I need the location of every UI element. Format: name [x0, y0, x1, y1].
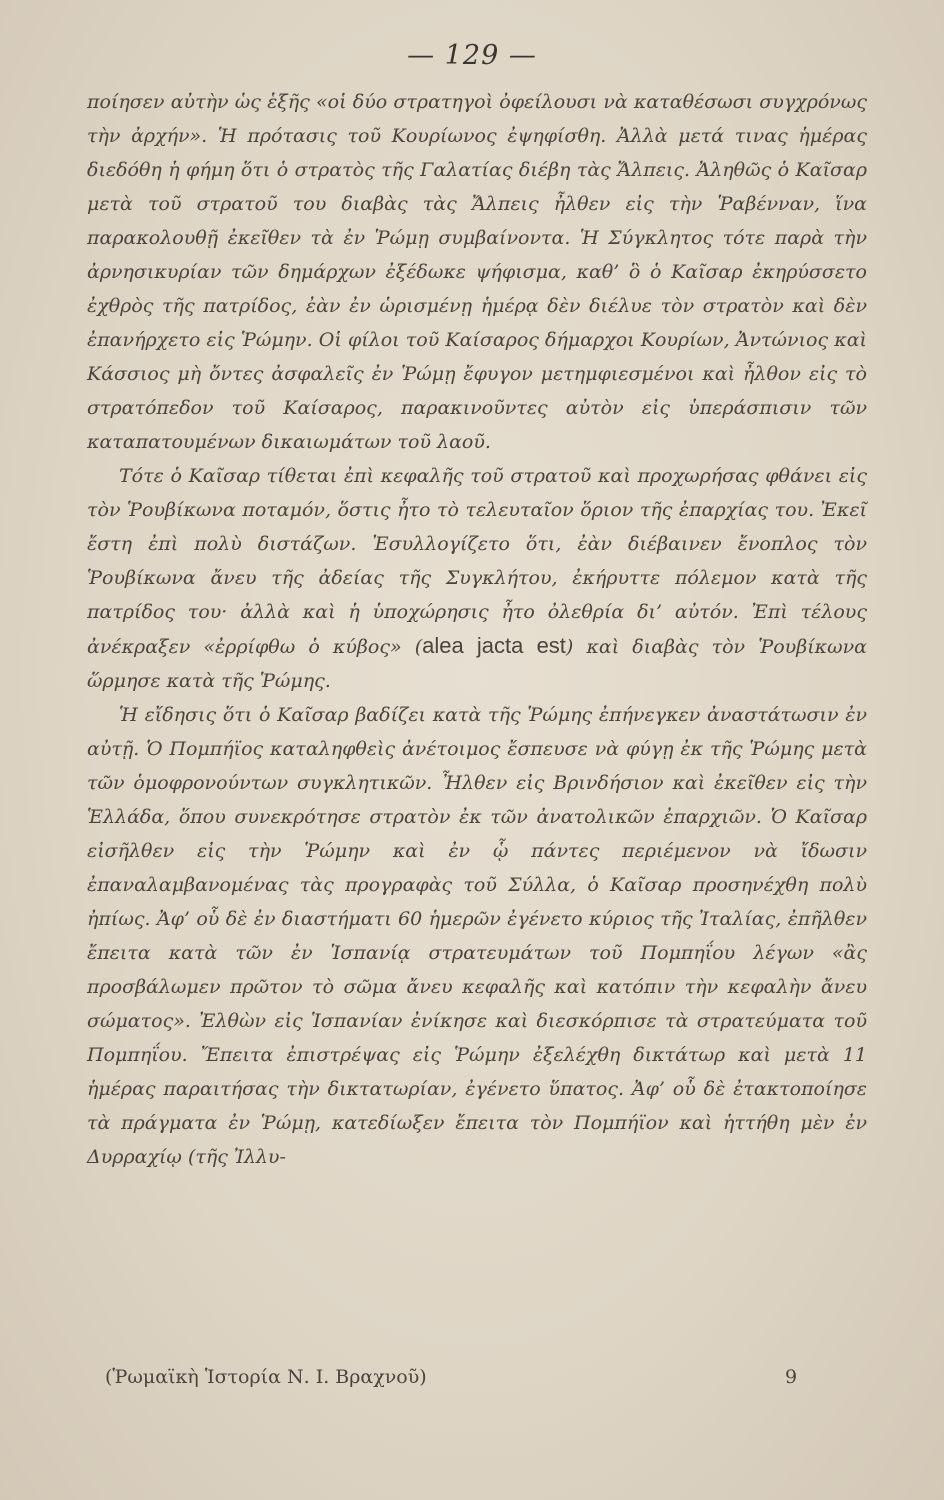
paragraph-text: Τότε ὁ Καῖσαρ τίθεται ἐπὶ κεφαλῆς τοῦ στρατοῦ καὶ προχωρήσας φθάνει εἰς τὸν Ῥουβίκωνα ποταμόν, ὅστις ἦτο τὸ τελευταῖον ὅριον τῆς ἐπαρχίας του. Ἐκεῖ ἔστη ἐπὶ πολὺ διστάζων. Ἐσυλλογίζετο ὅτι, ἐὰν διέβαινεν ἔνοπλος τὸν Ῥουβίκωνα ἄνευ τῆς ἀδείας τῆς Συγκλήτου, ἐκήρυττε πόλεμον κατὰ τῆς πατρίδος του· ἀλλὰ καὶ ἡ ὑποχώρησις ἦτο ὀλεθρία δι’ αὐτόν. Ἐπὶ τέλους ἀνέκραξεν «ἐρρίφθω ὁ κύβος» ( [87, 465, 867, 658]
signature-mark: 9 [785, 1366, 798, 1388]
paragraph [87, 698, 867, 1174]
paragraph-text: ποίησεν αὐτὴν ὡς ἑξῆς «οἱ δύο στρατηγοὶ ὀφείλουσι νὰ καταθέσωσι συγχρόνως τὴν ἀρχήν». Ἡ πρότασις τοῦ Κουρίωνος ἐψηφίσθη. Ἀλλὰ μετά τινας ἡμέρας διεδόθη ἡ φήμη ὅτι ὁ στρατὸς τῆς Γαλατίας διέβη τὰς Ἄλπεις. Ἀληθῶς ὁ Καῖσαρ μετὰ τοῦ στρατοῦ του διαβὰς τὰς Ἄλπεις ἦλθεν εἰς τὴν Ῥαβένναν, ἵνα παρακολουθῇ ἐκεῖθεν τὰ ἐν Ῥώμῃ συμβαίνοντα. Ἡ Σύγκλητος τότε παρὰ τὴν ἀρνησικυρίαν τῶν δημάρχων ἐξέδωκε ψήφισμα, καθ’ ὃ ὁ Καῖσαρ ἐκηρύσσετο ἐχθρὸς τῆς πατρίδος, ἐὰν ἐν ὡρισμένῃ ἡμέρᾳ δὲν διέλυε τὸν στρατὸν καὶ δὲν ἐπανήρχετο εἰς Ῥώμην. Οἱ φίλοι τοῦ Καίσαρος δήμαρχοι Κουρίων, Ἀντώνιος καὶ Κάσσιος μὴ ὄντες ἀσφαλεῖς ἐν Ῥώμῃ ἔφυγον μετημφιεσμένοι καὶ ἦλθον εἰς τὸ στρατόπεδον τοῦ Καίσαρος, παρακινοῦντες αὐτὸν εἰς ὑπεράσπισιν τῶν καταπατουμένων δικαιωμάτων τοῦ λαοῦ. [87, 91, 867, 453]
page-footer [105, 1366, 798, 1388]
body-text [87, 85, 867, 1174]
paragraph-text: Ἡ εἴδησις ὅτι ὁ Καῖσαρ βαδίζει κατὰ τῆς Ῥώμης ἐπήνεγκεν ἀναστάτωσιν ἐν αὐτῇ. Ὁ Πομπήϊος καταληφθεὶς ἀνέτοιμος ἔσπευσε νὰ φύγῃ ἐκ τῆς Ῥώμης μετὰ τῶν ὁμοφρονούντων συγκλητικῶν. Ἦλθεν εἰς Βρινδήσιον καὶ ἐκεῖθεν εἰς τὴν Ἑλλάδα, ὅπου συνεκρότησε στρατὸν ἐκ τῶν ἀνατολικῶν ἐπαρχιῶν. Ὁ Καῖσαρ εἰσῆλθεν εἰς τὴν Ῥώμην καὶ ἐν ᾧ πάντες περιέμενον νὰ ἴδωσιν ἐπαναλαμβανομένας τὰς προγραφὰς τοῦ Σύλλα, ὁ Καῖσαρ προσηνέχθη πολὺ ἠπίως. Ἀφ’ οὗ δὲ ἐν διαστήματι 60 ἡμερῶν ἐγένετο κύριος τῆς Ἰταλίας, ἐπῆλθεν ἔπειτα κατὰ τῶν ἐν Ἱσπανίᾳ στρατευμάτων τοῦ Πομπηΐου λέγων «ἂς προσβάλωμεν πρῶτον τὸ σῶμα ἄνευ κεφαλῆς καὶ κατόπιν τὴν κεφαλὴν ἄνευ σώματος». Ἐλθὼν εἰς Ἱσπανίαν ἐνίκησε καὶ διεσκόρπισε τὰ στρατεύματα τοῦ Πομπηΐου. Ἔπειτα ἐπιστρέψας εἰς Ῥώμην ἐξελέχθη δικτάτωρ καὶ μετὰ 11 ἡμέρας παραιτήσας τὴν δικτατωρίαν, ἐγένετο ὕπατος. Ἀφ’ οὗ δὲ ἐτακτοποίησε τὰ πράγματα ἐν Ῥώμῃ, κατεδίωξεν ἔπειτα τὸν Πομπήϊον καὶ ἡττήθη μὲν ἐν Δυρραχίῳ (τῆς Ἰλλυ- [87, 704, 867, 1168]
paragraph-text: ) καὶ διαβὰς τὸν Ῥουβίκωνα ὥρμησε κατὰ τῆς Ῥώμης. [87, 636, 867, 692]
latin-phrase: alea jacta est [422, 633, 566, 658]
paragraph [87, 459, 867, 698]
page-number: — 129 — [407, 40, 537, 71]
source-note: (Ῥωμαϊκὴ Ἱστορία Ν. Ι. Βραχνοῦ) [105, 1366, 427, 1388]
paragraph [87, 85, 867, 459]
